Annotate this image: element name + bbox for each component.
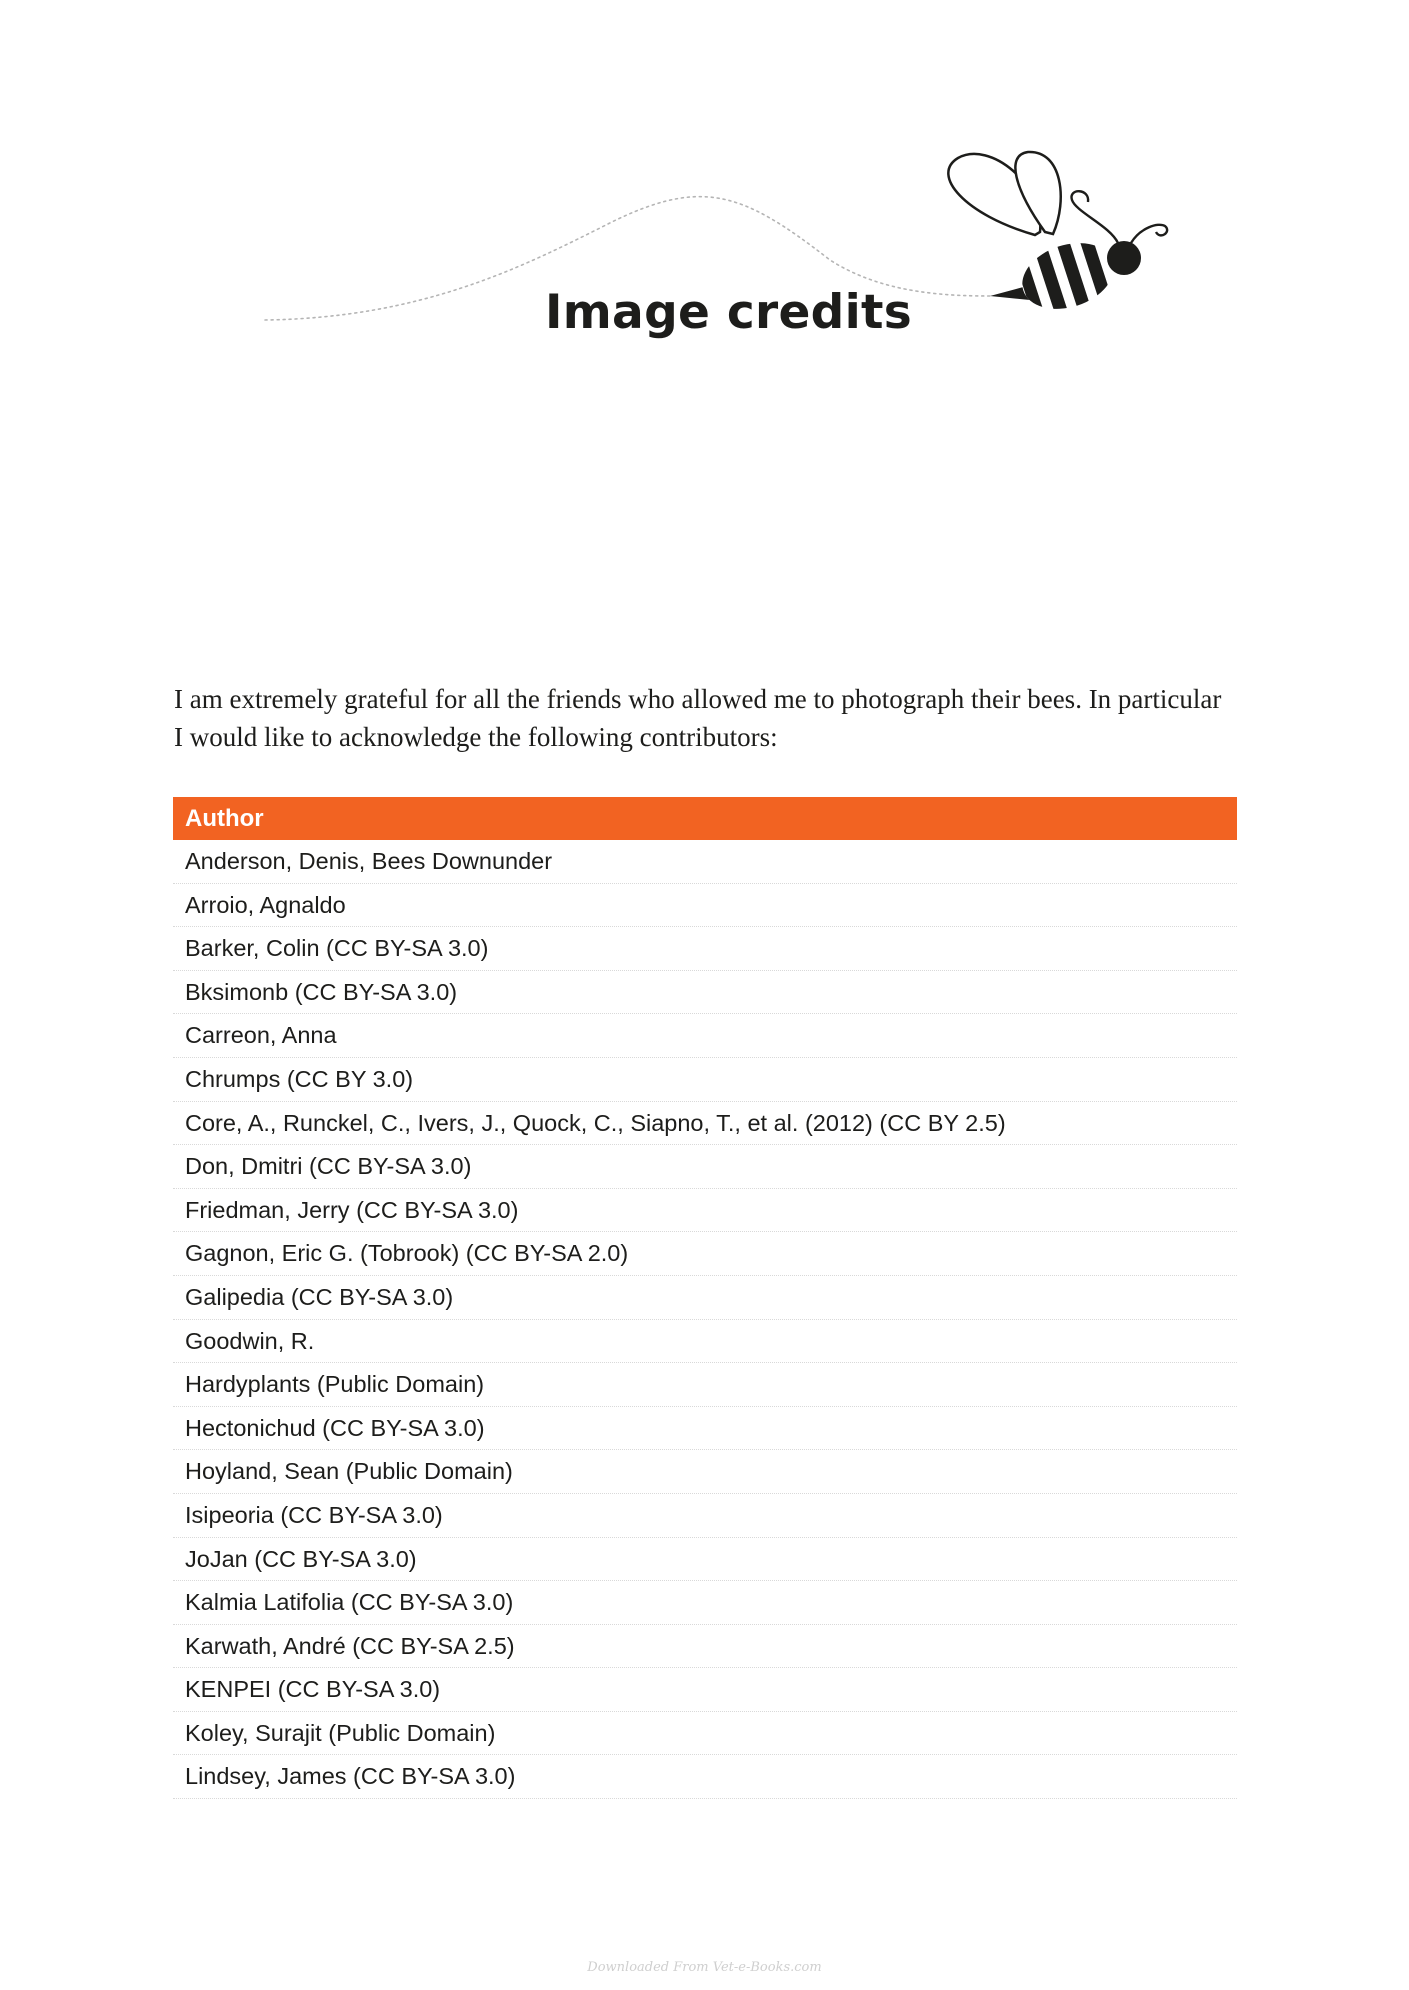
table-row: Core, A., Runckel, C., Ivers, J., Quock, C., Siapno, T., et al. (2012) (CC BY 2.5) — [173, 1102, 1237, 1146]
table-row: Hoyland, Sean (Public Domain) — [173, 1450, 1237, 1494]
table-row: Carreon, Anna — [173, 1014, 1237, 1058]
table-row: Koley, Surajit (Public Domain) — [173, 1712, 1237, 1756]
credits-table-header: Author — [173, 797, 1237, 840]
table-row: Arroio, Agnaldo — [173, 884, 1237, 928]
table-row: KENPEI (CC BY-SA 3.0) — [173, 1668, 1237, 1712]
table-row: Don, Dmitri (CC BY-SA 3.0) — [173, 1145, 1237, 1189]
table-row: Chrumps (CC BY 3.0) — [173, 1058, 1237, 1102]
credits-list — [173, 840, 1237, 1799]
intro-paragraph: I am extremely grateful for all the friends who allowed me to photograph their bees. In particular I would like to acknowledge the following contributors: — [174, 684, 1222, 752]
page-title: Image credits — [545, 285, 913, 340]
table-row: Friedman, Jerry (CC BY-SA 3.0) — [173, 1189, 1237, 1233]
table-row: Goodwin, R. — [173, 1320, 1237, 1364]
table-row: Barker, Colin (CC BY-SA 3.0) — [173, 927, 1237, 971]
table-row: Kalmia Latifolia (CC BY-SA 3.0) — [173, 1581, 1237, 1625]
footer-watermark: Downloaded From Vet-e-Books.com — [587, 1960, 822, 1975]
table-row: Lindsey, James (CC BY-SA 3.0) — [173, 1755, 1237, 1799]
table-row: Anderson, Denis, Bees Downunder — [173, 840, 1237, 884]
table-row: Gagnon, Eric G. (Tobrook) (CC BY-SA 2.0) — [173, 1232, 1237, 1276]
table-row: Galipedia (CC BY-SA 3.0) — [173, 1276, 1237, 1320]
table-row: JoJan (CC BY-SA 3.0) — [173, 1538, 1237, 1582]
table-row: Hectonichud (CC BY-SA 3.0) — [173, 1407, 1237, 1451]
credits-table — [173, 797, 1237, 1799]
table-row: Bksimonb (CC BY-SA 3.0) — [173, 971, 1237, 1015]
bee-icon — [948, 152, 1167, 325]
table-row: Karwath, André (CC BY-SA 2.5) — [173, 1625, 1237, 1669]
table-row: Isipeoria (CC BY-SA 3.0) — [173, 1494, 1237, 1538]
table-row: Hardyplants (Public Domain) — [173, 1363, 1237, 1407]
